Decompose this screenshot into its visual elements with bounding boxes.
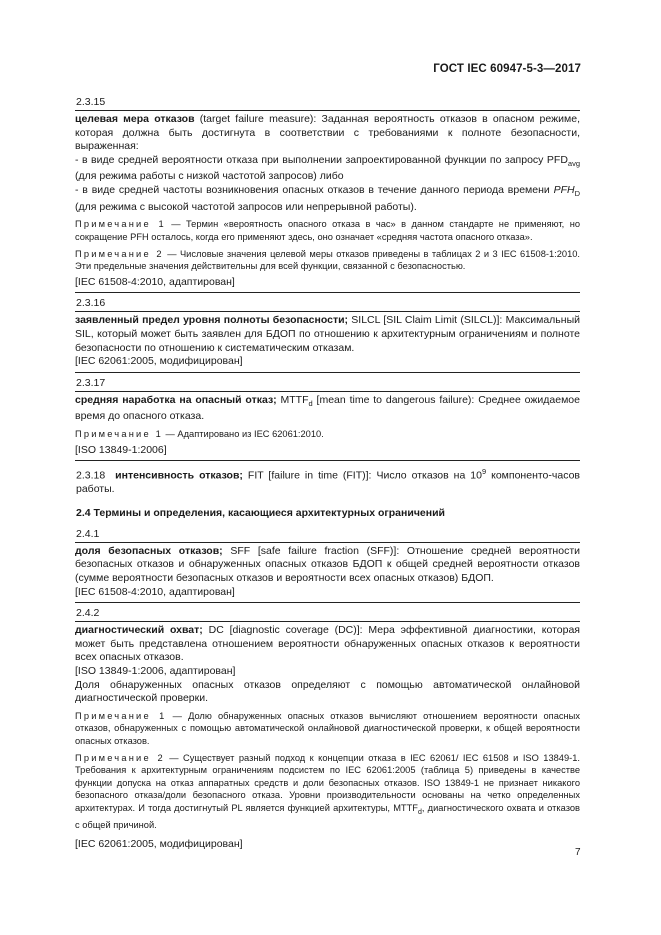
- note-text: — Термин «вероятность опасного отказа в час» в данном стандарте не применяют, но сокращение PFH осталось, когда его применяют здесь, оно означает «средняя частота опасного отказа».: [75, 219, 580, 242]
- term-definition-2318: [76, 465, 580, 497]
- note-label: Примечание 2: [75, 752, 165, 763]
- note: [75, 710, 580, 748]
- term-def-text: компоненто-часов работы.: [76, 469, 580, 496]
- term-name: целевая мера отказов: [75, 113, 195, 125]
- term-box-241: [75, 542, 580, 603]
- note-label: Примечание 2: [75, 248, 164, 259]
- source-ref: [IEC 62061:2005, модифицирован]: [75, 355, 243, 368]
- source-ref: [IEC 61508-4:2010, адаптирован]: [75, 585, 235, 598]
- note-text: — Числовые значения целевой меры отказов приведены в таблицах 2 и 3 IEC 61508-1:2010. Эти предельные значения действительны для всей функции, связанной с безопасностью.: [75, 248, 580, 272]
- italic-symbol: PFH: [553, 184, 575, 197]
- subscript: avg: [567, 158, 580, 168]
- standard-header: ГОСТ IEC 60947-5-3—2017: [433, 63, 581, 75]
- note: [75, 428, 580, 441]
- superscript: 9: [481, 467, 487, 477]
- source-ref: [ISO 13849-1:2006, адаптирован]: [75, 665, 236, 677]
- term-name: интенсивность отказов;: [115, 469, 243, 482]
- list-item: [75, 154, 580, 184]
- subscript: d: [308, 398, 313, 408]
- term-def-text: MTTF: [276, 393, 309, 406]
- term-definition: [75, 314, 580, 355]
- term-definition: [75, 624, 580, 665]
- term-definition: [75, 113, 580, 154]
- subscript: D: [574, 189, 580, 199]
- list-item-text: - в виде средней частоты возникновения опасных отказов в течение данного периода времени: [75, 184, 554, 197]
- list-item: [75, 184, 580, 214]
- note-label: Примечание 1: [75, 428, 163, 439]
- list-item-text: - в виде средней вероятности отказа при выполнении запроектированной функции по запросу PFD: [75, 153, 568, 166]
- term-def-text: DC [diagnostic coverage (DC)]: Мера эффективной диагностики, которая может быть представлена отношением вероятности обнаруженных опасных отказов к вероятности всех опасных отказов.: [75, 624, 580, 664]
- source-ref: [ISO 13849-1:2006]: [75, 443, 167, 456]
- term-def-text: (target failure measure): Заданная вероятность отказов в опасном режиме, которая должна быть достигнута в соответствии с требованиями к полноте безопасности, выраженная:: [75, 113, 580, 153]
- note-text: , диагностического охвата и отказов с общей причиной.: [75, 802, 580, 831]
- term-def-text: SFF [safe failure fraction (SFF)]: Отношение средней вероятности безопасных отказов и обнаруженных опасных отказов БДОП к общей средней вероятности отказов (сумме вероятности безопасных отказов и вероятности всех опасных отказов) БДОП.: [75, 544, 580, 585]
- section-title: 2.4 Термины и определения, касающиеся архитектурных ограничений: [76, 506, 446, 519]
- note-text: — Долю обнаруженных опасных отказов вычисляют отношением вероятности опасных отказов, обнаруженных с помощью автоматической онлайновой диагностической проверки, к общей вероятности опасных отказов.: [75, 710, 580, 746]
- term-number: 2.4.2: [76, 607, 100, 620]
- note-label: Примечание 1: [75, 710, 167, 721]
- page-number: 7: [575, 847, 581, 858]
- page-content: [76, 92, 580, 855]
- term-name: заявленный предел уровня полноты безопасности;: [75, 314, 349, 327]
- subscript: d: [417, 808, 422, 816]
- note: [75, 248, 580, 273]
- term-box-2317: [75, 391, 580, 461]
- term-name: средняя наработка на опасный отказ;: [75, 393, 277, 406]
- term-box-242: [75, 621, 580, 854]
- source-ref: [IEC 61508-4:2010, адаптирован]: [75, 275, 235, 288]
- term-def-text: FIT [failure in time (FIT)]: Число отказов на 10: [242, 469, 482, 482]
- term-name: диагностический охват;: [75, 624, 203, 637]
- term-box-2316: [75, 311, 580, 372]
- term-name: доля безопасных отказов;: [75, 544, 223, 557]
- note: [75, 218, 580, 243]
- term-number: 2.3.15: [76, 96, 106, 108]
- term-definition: [75, 545, 580, 586]
- source-ref: [IEC 62061:2005, модифицирован]: [75, 837, 243, 850]
- term-number: 2.3.18: [76, 469, 106, 482]
- term-box-2315: [75, 110, 580, 293]
- term-def-text: SILCL [SIL Claim Limit (SILCL)]: Максимальный SIL, который может быть заявлен для БДОП по отношению к архитектурным ограничениям и полноте безопасности по отношению к систематическим отказам.: [75, 314, 580, 354]
- list-item-text: (для режима с высокой частотой запросов или непрерывной работы).: [75, 200, 417, 213]
- term-number: 2.4.1: [76, 527, 100, 540]
- term-def-text: [mean time to dangerous failure): Среднее ожидаемое время до опасного отказа.: [75, 393, 580, 423]
- note-text: — Существует разный подход к концепции отказа в IEC 62061/ IEC 61508 и ISO 13849-1. Требования к архитектурным ограничениям подсистем по IEC 62061:2005 (таблица 5) приведены в качестве функции допуска на отказ аппаратных средств и доли безопасных отказов. ISO 13849-1 не признает никакого безопасного отказа/доли безопасного отказа. Уровни производительности основаны на четко определенных архитектурах. И тогда достигнутый PL является функцией архитектуры, MTTF: [75, 752, 580, 813]
- note-text: — Адаптировано из IEC 62061:2010.: [162, 428, 324, 439]
- term-number: 2.3.17: [76, 376, 106, 389]
- list-item-text: (для режима работы с низкой частотой запросов) либо: [75, 170, 344, 183]
- note: [75, 752, 580, 832]
- term-definition: [75, 394, 580, 424]
- note-label: Примечание 1: [75, 219, 166, 230]
- paragraph: Доля обнаруженных опасных отказов определяют с помощью автоматической онлайновой диагностической проверки.: [75, 678, 580, 705]
- term-number: 2.3.16: [76, 297, 106, 310]
